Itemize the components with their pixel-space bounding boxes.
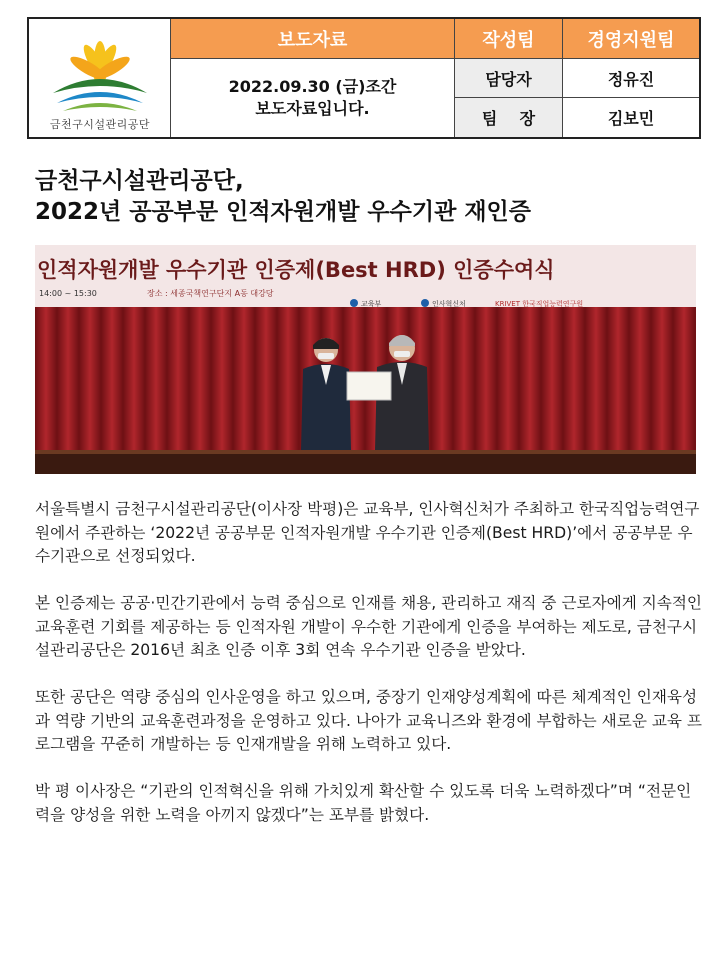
article-body [35, 498, 703, 851]
contact-label: 담당자 [455, 59, 563, 98]
author-team-label: 작성팀 [455, 19, 563, 59]
logo-text: 금천구시설관리공단 [49, 118, 151, 131]
headline-line-2: 2022년 공공부문 인적자원개발 우수기관 재인증 [35, 199, 531, 225]
certificate-icon [347, 372, 391, 400]
leader-label: 팀 장 [455, 98, 563, 137]
banner-org-2: 인사혁신처 [432, 300, 466, 308]
paragraph-1: 서울특별시 금천구시설관리공단(이사장 박평)은 교육부, 인사혁신처가 주최하고 한국직업능력연구원에서 주관하는 ‘2022년 공공부문 인적자원개발 우수기관 인증제(Best HRD)’에서 공공부문 우수기관으로 선정되었다. [35, 500, 700, 565]
paragraph-2: 본 인증제는 공공·민간기관에서 능력 중심으로 인재를 채용, 관리하고 재직 중 근로자에게 지속적인 교육훈련 기회를 제공하는 등 인적자원 개발이 우수한 기관에게 인증을 부여하는 제도로, 금천구시설관리공단은 2016년 최초 인증 이후 3회 연속 우수기관 인증을 받았다. [35, 594, 702, 659]
sunflower-logo-icon [43, 31, 157, 115]
banner-place: 장소 : 세종국책연구단지 A동 대강당 [147, 289, 274, 298]
banner-time: 14:00 ~ 15:30 [39, 289, 97, 298]
contact-value: 정유진 [563, 59, 699, 98]
banner-org-3: KRIVET 한국직업능력연구원 [495, 300, 584, 308]
release-date-cell [171, 59, 455, 137]
release-note: 보도자료입니다. [255, 99, 370, 118]
leader-value: 김보민 [563, 98, 699, 137]
ceremony-photo-illustration [35, 245, 696, 474]
press-release-label: 보도자료 [171, 19, 455, 59]
ceremony-photo [35, 245, 696, 474]
paragraph-3: 또한 공단은 역량 중심의 인사운영을 하고 있으며, 중장기 인재양성계획에 따른 체계적인 인재육성과 역량 기반의 교육훈련과정을 운영하고 있다. 나아가 교육니즈와 환경에 부합하는 새로운 교육 프로그램을 꾸준히 개발하는 등 인재개발을 위해 노력하고 있다. [35, 688, 702, 753]
press-header-table [27, 17, 701, 139]
release-date: 2022.09.30 (금)조간 [228, 77, 397, 96]
author-team-value: 경영지원팀 [563, 19, 699, 59]
banner-org-1: 교육부 [361, 300, 382, 308]
headline-line-1: 금천구시설관리공단, [35, 168, 244, 194]
banner-title: 인적자원개발 우수기관 인증제(Best HRD) 인증수여식 [37, 258, 555, 282]
paragraph-4: 박 평 이사장은 “기관의 인적혁신을 위해 가치있게 확산할 수 있도록 더욱 노력하겠다”며 “전문인력을 양성을 위한 노력을 아끼지 않겠다”는 포부를 밝혔다. [35, 782, 692, 824]
headline [35, 166, 695, 228]
logo-cell [29, 19, 171, 137]
